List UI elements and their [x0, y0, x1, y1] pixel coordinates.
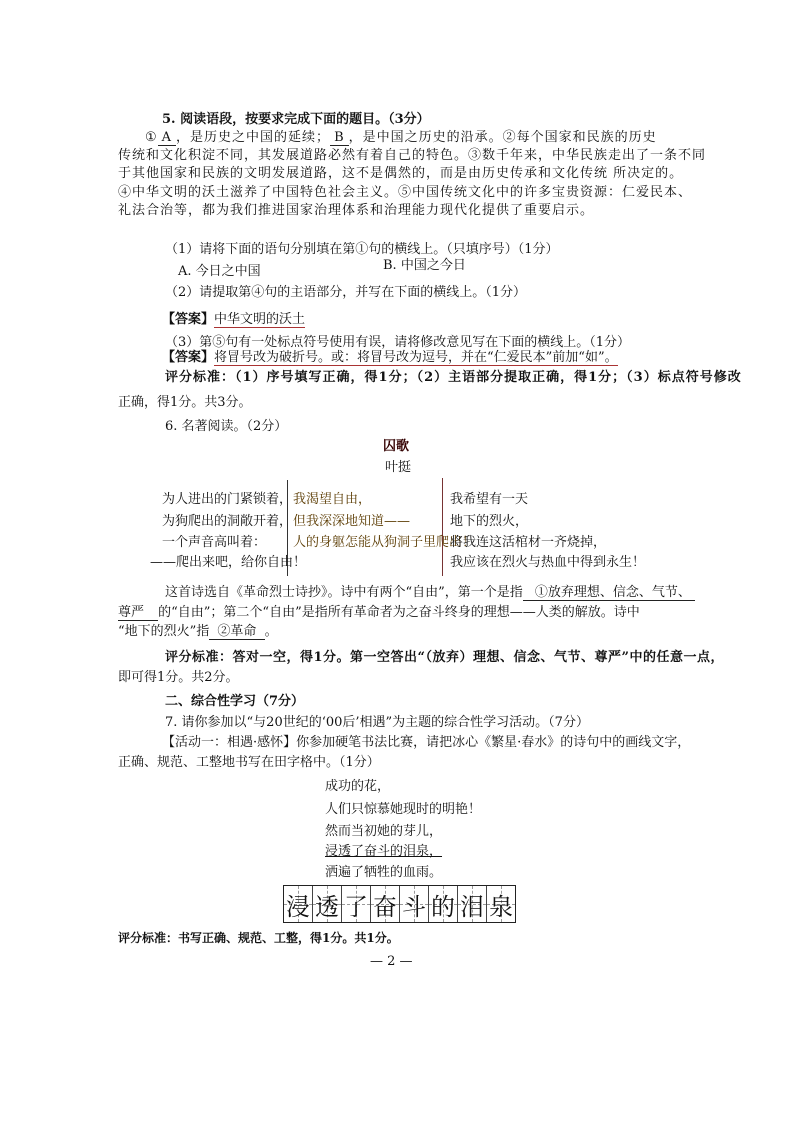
grid-cell — [371, 886, 400, 922]
poem-col2-line: 人的身躯怎能从狗洞子里爬出！ — [293, 535, 476, 550]
grid-cell — [400, 886, 429, 922]
section-2-title: 二、综合性学习（7分） — [165, 694, 305, 709]
answer-3 — [162, 350, 618, 366]
poem-col1-line: 一个声音高叫着： — [162, 535, 267, 550]
grid-char: 浸 — [286, 892, 310, 921]
q7-title: 7. 请你参加以“与20世纪的‘00后’相遇”为主题的综合性学习活动。（7分） — [165, 715, 589, 730]
grid-cell — [429, 886, 458, 922]
poem-col3-line: 地下的烈火， — [450, 514, 529, 529]
poem-col2-line: 但我深深地知道—— — [293, 514, 411, 529]
grid-cell — [342, 886, 371, 922]
passage-text: ，是中国之历史的沿承。②每个国家和民族的历史 — [348, 130, 657, 145]
q5-scoring-2: 正确，得1分。共3分。 — [118, 395, 252, 410]
q5-title: 5. 阅读语段，按要求完成下面的题目。（3分） — [162, 112, 430, 127]
poem-col3-line: 我希望有一天 — [450, 492, 529, 507]
q5-sub3: （3）第⑤句有一处标点符号使用有误，请将修改意见写在下面的横线上。（1分） — [165, 335, 631, 350]
poem-col1-line: 为狗爬出的洞敞开着， — [162, 514, 293, 529]
tianzige-grid — [283, 885, 516, 923]
bingxin-poem-line: 成功的花， — [325, 779, 391, 794]
q6-text-line-1 — [165, 585, 695, 601]
bingxin-poem-line: 洒遍了牺牲的血雨。 — [325, 865, 443, 880]
activity-1-line-2: 正确、规范、工整地书写在田字格中。（1分） — [118, 755, 380, 770]
poem-col2-line: 我渴望自由， — [293, 492, 372, 507]
q6-text: 。 — [264, 624, 278, 639]
poem-col1-line: ——爬出来吧，给你自由！ — [150, 555, 307, 570]
q6-scoring-1: 评分标准：答对一空，得1分。第一空答出“（放弃）理想、信念、气节、尊严”中的任意一点， — [165, 650, 725, 665]
answer-text: 将冒号改为破折号。或：将冒号改为逗号，并在“仁爱民本”前加“如”。 — [214, 350, 618, 365]
q6-text: 的“自由”；第二个“自由”是指所有革命者为之奋斗终身的理想——人类的解放。诗中 — [158, 605, 640, 620]
q6-text: “地下的烈火”指 — [118, 624, 210, 639]
grid-char: 了 — [344, 892, 368, 921]
q5-passage-line-3: 于其他国家和民族的文明发展道路，这不是偶然的，而是由历史传承和文化传统 所决定的。 — [118, 166, 684, 181]
bingxin-poem-line: 人们只惊慕她现时的明艳！ — [325, 802, 482, 817]
poem-col3-line: 我应该在烈火与热血中得到永生！ — [450, 555, 646, 570]
grid-cell — [458, 886, 487, 922]
q5-sub1: （1）请将下面的语句分别填在第①句的横线上。（只填序号）（1分） — [165, 242, 559, 257]
grid-cell — [313, 886, 342, 922]
q7-scoring: 评分标准：书写正确、规范、工整，得1分。共1分。 — [118, 931, 399, 945]
grid-char: 泪 — [460, 892, 484, 921]
bingxin-poem-line: 然而当初她的芽儿， — [325, 824, 443, 839]
grid-char: 奋 — [373, 892, 397, 921]
answer-label: 【答案】 — [162, 312, 215, 327]
answer-text: 中华文明的沃土 — [214, 312, 306, 327]
option-b: B. 中国之今日 — [383, 258, 466, 273]
grid-char: 透 — [315, 892, 339, 921]
q5-passage-line-1 — [145, 130, 657, 146]
circle-1: ① — [145, 130, 158, 145]
q6-text: 这首诗选自《革命烈士诗抄》。诗中有两个“自由”，第一个是指 — [165, 585, 523, 600]
q6-scoring-2: 即可得1分。共2分。 — [118, 670, 239, 685]
blank-b: B — [330, 130, 349, 146]
q5-passage-line-2: 传统和文化积淀不同，其发展道路必然有着自己的特色。③数千年来，中华民族走出了一条不同 — [118, 148, 707, 163]
q6-text-line-2 — [118, 605, 640, 621]
bingxin-poem-underlined-line: 浸透了奋斗的泪泉， — [325, 844, 443, 859]
q5-sub2: （2）请提取第④句的主语部分，并写在下面的横线上。（1分） — [165, 285, 527, 300]
answer-blank-1: ①放弃理想、信念、气节、 — [523, 585, 695, 601]
passage-text: ，是历史之中国的延续； — [176, 130, 331, 145]
column-divider — [442, 478, 443, 576]
poem-title: 囚歌 — [383, 439, 410, 454]
poem-author: 叶挺 — [385, 460, 412, 475]
answer-2 — [162, 312, 305, 328]
answer-blank-2: ②革命 — [209, 624, 264, 640]
poem-col3-line: 将我连这活棺材一齐烧掉， — [450, 535, 607, 550]
answer-blank-1-cont: 尊严 — [118, 605, 158, 621]
page-number: — 2 — — [370, 954, 413, 969]
poem-col1-line: 为人进出的门紧锁着， — [162, 492, 293, 507]
grid-char: 泉 — [489, 892, 513, 921]
grid-char: 的 — [431, 892, 455, 921]
q5-passage-line-5: 礼法合治等，都为我们推进国家治理体系和治理能力现代化提供了重要启示。 — [118, 203, 595, 218]
q5-passage-line-4: ④中华文明的沃土滋养了中国特色社会主义。⑤中国传统文化中的许多宝贵资源：仁爱民本、 — [118, 185, 693, 200]
option-a: A. 今日之中国 — [178, 264, 261, 279]
grid-cell — [284, 886, 313, 922]
grid-cell — [487, 886, 515, 922]
q6-title: 6. 名著阅读。（2分） — [165, 419, 288, 434]
blank-a: A — [158, 130, 176, 146]
q5-scoring-1: 评分标准：（1）序号填写正确，得1分；（2）主语部分提取正确，得1分；（3）标点符号修改 — [165, 370, 742, 385]
activity-1-line-1: 【活动一：相遇·感怀】你参加硬笔书法比赛，请把冰心《繁星·春水》的诗句中的画线文字， — [162, 735, 691, 750]
answer-label: 【答案】 — [162, 350, 215, 365]
q6-text-line-3 — [118, 624, 278, 640]
grid-char: 斗 — [402, 892, 426, 921]
